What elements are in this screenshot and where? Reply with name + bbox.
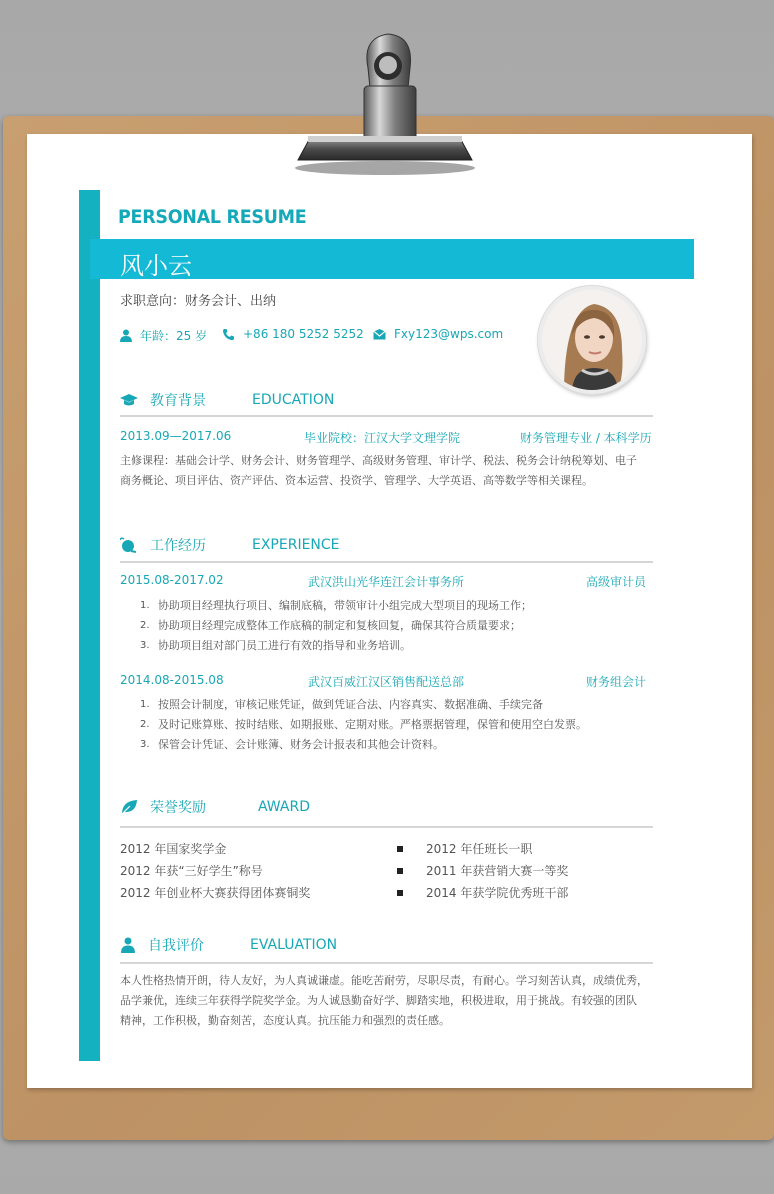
evaluation-title-en: EVALUATION	[250, 937, 338, 953]
job-2-company: 武汉百威江汉区销售配送总部	[308, 675, 465, 689]
education-title-en: EDUCATION	[252, 392, 335, 408]
bullet-icon	[397, 890, 403, 896]
list-item: 2014 年获学院优秀班干部	[426, 886, 569, 900]
age-info	[120, 327, 207, 344]
person-icon	[120, 329, 132, 342]
list-item: 1. 协助项目经理执行项目、编制底稿，带领审计小组完成大型项目的现场工作；	[140, 599, 532, 612]
job-1-period: 2015.08-2017.02	[120, 573, 224, 587]
person-icon	[120, 937, 136, 953]
evaluation-line-2: 品学兼优，连续三年获得学院奖学金。为人诚恳勤奋好学、脚踏实地，积极进取，用于挑战。有较强的团队	[120, 994, 637, 1007]
list-item: 3. 协助项目组对部门员工进行有效的指导和业务培训。	[140, 639, 411, 652]
education-courses	[120, 451, 660, 491]
list-item: 2011 年获营销大赛一等奖	[426, 864, 569, 878]
education-header	[120, 390, 334, 410]
job-2-duties	[140, 695, 640, 755]
profile-photo	[538, 286, 646, 394]
bullet-icon	[397, 868, 403, 874]
evaluation-header	[120, 935, 337, 955]
job-1-position: 高级审计员	[586, 575, 647, 589]
phone-text: +86 180 5252 5252	[243, 327, 364, 341]
education-major: 财务管理专业 / 本科学历	[520, 431, 652, 445]
education-title-cn: 教育背景	[150, 393, 206, 409]
email-info	[373, 327, 503, 341]
mouse-icon	[120, 537, 138, 553]
list-item: 3. 保管会计凭证、会计账簿、财务会计报表和其他会计资料。	[140, 738, 444, 751]
job-row-1	[120, 573, 653, 589]
evaluation-title-cn: 自我评价	[148, 938, 204, 954]
experience-header	[120, 535, 340, 555]
award-title-en: AWARD	[258, 799, 310, 815]
candidate-name: 风小云	[120, 252, 192, 280]
education-row	[120, 429, 653, 445]
award-list-right	[426, 838, 568, 904]
email-text: Fxy123@wps.com	[394, 327, 504, 341]
graduation-cap-icon	[120, 393, 138, 407]
award-list-left	[120, 838, 310, 904]
job-2-position: 财务组会计	[586, 675, 647, 689]
evaluation-divider	[120, 962, 653, 964]
award-divider	[120, 826, 653, 828]
list-item: 2012 年国家奖学金	[120, 842, 227, 856]
age-text: 年龄：25 岁	[140, 329, 208, 343]
evaluation-line-1: 本人性格热情开朗，待人友好，为人真诚谦虚。能吃苦耐劳，尽职尽责，有耐心。学习刻苦认真，成绩优秀，	[120, 974, 648, 987]
job-1-company: 武汉洪山光华连江会计事务所	[308, 575, 465, 589]
experience-title-en: EXPERIENCE	[252, 537, 340, 553]
resume-title: PERSONAL RESUME	[118, 206, 307, 228]
leaf-icon	[120, 799, 138, 815]
list-item: 2012 年创业杯大赛获得团体赛铜奖	[120, 886, 311, 900]
evaluation-text	[120, 971, 660, 1031]
job-2-period: 2014.08-2015.08	[120, 673, 224, 687]
list-item: 2012 年获“三好学生”称号	[120, 864, 263, 878]
job-1-duties	[140, 596, 640, 656]
list-item: 1. 按照会计制度，审核记账凭证，做到凭证合法、内容真实、数据准确、手续完备	[140, 698, 543, 711]
list-item: 2012 年任班长一职	[426, 842, 533, 856]
phone-icon	[222, 328, 235, 341]
binder-clip-icon	[290, 28, 480, 178]
job-row-2	[120, 673, 653, 689]
education-school: 毕业院校：江汉大学文理学院	[304, 431, 461, 445]
job-objective: 求职意向：财务会计、出纳	[120, 294, 277, 309]
evaluation-line-3: 精神，工作积极，勤奋刻苦，态度认真。抗压能力和强烈的责任感。	[120, 1014, 450, 1027]
education-period: 2013.09—2017.06	[120, 429, 232, 443]
list-item: 2. 及时记账算账、按时结账、如期报账、定期对账。严格票据管理，保管和使用空白发票。	[140, 718, 587, 731]
award-header	[120, 797, 310, 817]
award-title-cn: 荣誉奖励	[150, 800, 206, 816]
courses-line-1: 主修课程：基础会计学、财务会计、财务管理学、高级财务管理、审计学、税法、税务会计纳税筹划、电子	[120, 454, 637, 467]
email-icon	[373, 329, 386, 340]
phone-info	[222, 327, 364, 341]
bullet-icon	[397, 846, 403, 852]
accent-bar	[79, 190, 100, 1061]
education-divider	[120, 415, 653, 417]
experience-divider	[120, 561, 653, 563]
list-item: 2. 协助项目经理完成整体工作底稿的制定和复核回复，确保其符合质量要求；	[140, 619, 521, 632]
courses-line-2: 商务概论、项目评估、资产评估、资本运营、投资学、管理学、大学英语、高等数学等相关课程。	[120, 474, 593, 487]
experience-title-cn: 工作经历	[150, 538, 206, 554]
